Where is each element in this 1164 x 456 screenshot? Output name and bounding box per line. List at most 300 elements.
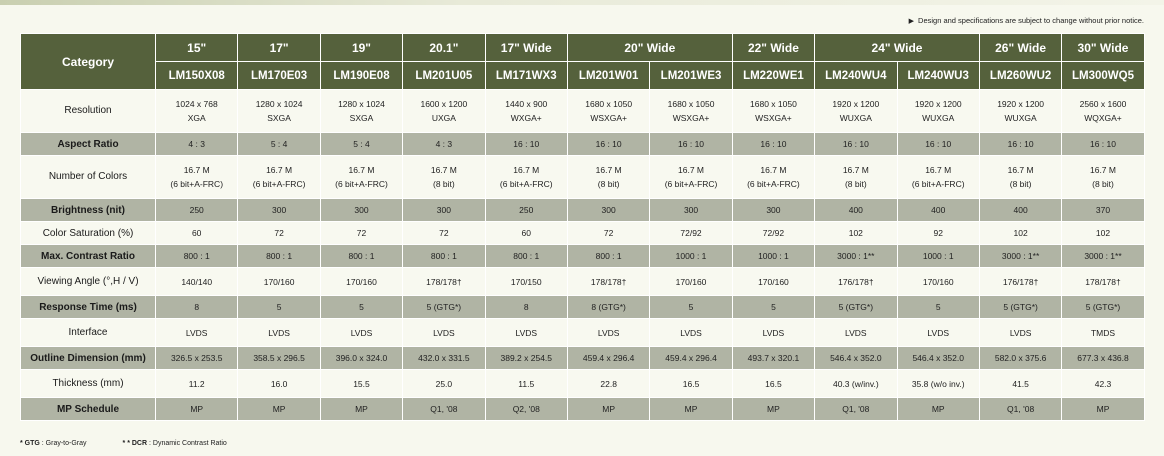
table-cell bbox=[485, 245, 567, 268]
cell-value: 170/150 bbox=[510, 276, 542, 287]
cell-value: (6 bit+A-FRC) bbox=[252, 179, 306, 189]
cell-value: 300 bbox=[271, 205, 287, 215]
table-cell bbox=[897, 199, 979, 222]
cell-value: 4 : 3 bbox=[435, 139, 453, 149]
table-cell bbox=[238, 222, 320, 245]
cell-value: WUXGA bbox=[1004, 113, 1037, 123]
table-cell bbox=[815, 319, 897, 347]
footnote-mark: * * DCR bbox=[122, 440, 148, 447]
cell-value: UXGA bbox=[431, 113, 456, 123]
table-cell bbox=[815, 398, 897, 421]
cell-value: 5 : 4 bbox=[353, 139, 370, 149]
table-cell bbox=[732, 245, 814, 268]
table-cell bbox=[238, 370, 320, 398]
table-cell bbox=[650, 370, 732, 398]
table-cell bbox=[485, 90, 567, 133]
table-cell bbox=[320, 245, 402, 268]
table-cell bbox=[815, 245, 897, 268]
table-cell bbox=[732, 133, 814, 156]
cell-value: LVDS bbox=[515, 327, 538, 338]
table-cell bbox=[650, 133, 732, 156]
cell-value: 300 bbox=[766, 205, 781, 215]
cell-value: 176/178† bbox=[1002, 276, 1039, 287]
cell-value: 1920 x 1200 bbox=[914, 99, 962, 109]
cell-value: 170/160 bbox=[675, 276, 707, 287]
table-cell bbox=[238, 268, 320, 296]
table-cell bbox=[156, 347, 238, 370]
table-cell bbox=[650, 268, 732, 296]
table-cell bbox=[567, 347, 649, 370]
cell-value: 3000 : 1** bbox=[1084, 251, 1122, 261]
cell-value: 178/178† bbox=[1085, 276, 1121, 287]
table-cell bbox=[156, 268, 238, 296]
cell-value: LVDS bbox=[1009, 327, 1032, 338]
cell-value: LVDS bbox=[433, 327, 455, 338]
table-cell bbox=[567, 268, 649, 296]
table-cell bbox=[238, 398, 320, 421]
row-label: MP Schedule bbox=[21, 398, 156, 421]
cell-value: 800 : 1 bbox=[430, 251, 457, 261]
table-cell bbox=[156, 199, 238, 222]
size-header: 17" Wide bbox=[485, 34, 567, 62]
cell-value: (8 bit) bbox=[597, 179, 620, 189]
cell-value: (6 bit+A-FRC) bbox=[170, 179, 224, 189]
cell-value: 8 bbox=[194, 302, 200, 312]
cell-value: 1680 x 1050 bbox=[585, 99, 633, 109]
table-cell bbox=[567, 296, 649, 319]
cell-value: 3000 : 1** bbox=[1001, 251, 1040, 261]
model-header: LM170E03 bbox=[238, 62, 320, 90]
table-cell bbox=[897, 319, 979, 347]
cell-value: 16 : 10 bbox=[513, 139, 540, 149]
table-cell bbox=[732, 156, 814, 199]
cell-value: 16.7 M bbox=[925, 165, 952, 175]
table-cell bbox=[238, 319, 320, 347]
cell-value: 1680 x 1050 bbox=[667, 99, 715, 109]
cell-value: 16.7 M bbox=[1089, 165, 1116, 175]
size-header: 26" Wide bbox=[979, 34, 1061, 62]
cell-value: 432.0 x 331.5 bbox=[418, 353, 470, 363]
table-cell bbox=[567, 199, 649, 222]
table-cell bbox=[567, 156, 649, 199]
table-cell bbox=[979, 347, 1061, 370]
table-cell bbox=[567, 319, 649, 347]
cell-value: 170/160 bbox=[758, 276, 789, 287]
table-cell bbox=[979, 90, 1061, 133]
table-row bbox=[21, 319, 1145, 347]
cell-value: 102 bbox=[1095, 228, 1111, 238]
table-cell bbox=[979, 268, 1061, 296]
table-cell bbox=[567, 398, 649, 421]
cell-value: 178/178† bbox=[426, 276, 462, 287]
table-cell bbox=[1062, 370, 1144, 398]
table-cell bbox=[979, 398, 1061, 421]
cell-value: 5 (GTG*) bbox=[426, 302, 462, 312]
table-cell bbox=[320, 156, 402, 199]
cell-value: 582.0 x 375.6 bbox=[994, 353, 1047, 363]
cell-value: 1000 : 1 bbox=[675, 251, 707, 261]
row-label: Interface bbox=[21, 319, 156, 347]
cell-value: 1000 : 1 bbox=[922, 251, 954, 261]
table-cell bbox=[156, 90, 238, 133]
model-header: LM240WU4 bbox=[815, 62, 897, 90]
notice-label: Design and specifications are subject to change without prior notice. bbox=[918, 16, 1144, 25]
model-header: LM201U05 bbox=[403, 62, 485, 90]
cell-value: 459.4 x 296.4 bbox=[582, 353, 635, 363]
cell-value: 16.7 M bbox=[513, 165, 540, 175]
row-label: Aspect Ratio bbox=[21, 133, 156, 156]
cell-value: WUXGA bbox=[839, 113, 872, 123]
cell-value: 1280 x 1024 bbox=[338, 99, 385, 109]
table-row bbox=[21, 133, 1145, 156]
cell-value: 396.0 x 324.0 bbox=[335, 353, 388, 363]
cell-value: 1680 x 1050 bbox=[750, 99, 797, 109]
table-cell bbox=[238, 90, 320, 133]
cell-value: WUXGA bbox=[922, 113, 955, 123]
table-cell bbox=[815, 347, 897, 370]
table-cell bbox=[650, 347, 732, 370]
cell-value: LVDS bbox=[185, 327, 208, 338]
cell-value: 178/178† bbox=[590, 276, 627, 287]
cell-value: LVDS bbox=[762, 327, 785, 338]
table-cell bbox=[320, 347, 402, 370]
cell-value: 546.4 x 352.0 bbox=[912, 353, 964, 363]
cell-value: MP bbox=[602, 404, 616, 414]
cell-value: 72 bbox=[439, 228, 449, 238]
table-cell bbox=[732, 398, 814, 421]
table-cell bbox=[156, 319, 238, 347]
model-header: LM240WU3 bbox=[897, 62, 979, 90]
table-cell bbox=[403, 199, 485, 222]
cell-value: Q1, '08 bbox=[1007, 404, 1035, 414]
cell-value: 300 bbox=[683, 205, 699, 215]
cell-value: 358.5 x 296.5 bbox=[253, 353, 305, 363]
top-decorative-strip bbox=[0, 0, 1164, 5]
table-cell bbox=[1062, 245, 1144, 268]
size-header-row bbox=[21, 34, 1145, 62]
table-row bbox=[21, 199, 1145, 222]
cell-value: 16 : 10 bbox=[925, 139, 952, 149]
cell-value: 400 bbox=[931, 205, 946, 215]
table-cell bbox=[979, 370, 1061, 398]
cell-value: 41.5 bbox=[1012, 378, 1029, 389]
cell-value: 140/140 bbox=[181, 276, 213, 287]
table-cell bbox=[897, 156, 979, 199]
cell-value: 11.2 bbox=[188, 378, 205, 389]
row-label: Viewing Angle (°,H / V) bbox=[21, 268, 156, 296]
cell-value: (6 bit+A-FRC) bbox=[747, 179, 800, 189]
table-cell bbox=[650, 156, 732, 199]
table-cell bbox=[485, 156, 567, 199]
table-row bbox=[21, 268, 1145, 296]
table-cell bbox=[156, 398, 238, 421]
table-cell bbox=[732, 347, 814, 370]
model-header: LM190E08 bbox=[320, 62, 402, 90]
cell-value: LVDS bbox=[680, 327, 702, 338]
notice-text bbox=[909, 16, 1144, 25]
table-cell bbox=[320, 370, 402, 398]
table-cell bbox=[1062, 268, 1144, 296]
cell-value: 16.7 M bbox=[678, 165, 705, 175]
table-cell bbox=[320, 398, 402, 421]
cell-value: Q2, '08 bbox=[512, 404, 540, 414]
cell-value: 16.0 bbox=[270, 378, 288, 389]
table-cell bbox=[156, 133, 238, 156]
table-cell bbox=[650, 90, 732, 133]
table-cell bbox=[1062, 347, 1144, 370]
table-cell bbox=[403, 222, 485, 245]
table-cell bbox=[1062, 398, 1144, 421]
spec-table bbox=[20, 33, 1145, 421]
table-cell bbox=[320, 133, 402, 156]
cell-value: 16.7 M bbox=[266, 165, 293, 175]
table-cell bbox=[1062, 319, 1144, 347]
table-cell bbox=[979, 133, 1061, 156]
table-cell bbox=[567, 133, 649, 156]
table-cell bbox=[403, 398, 485, 421]
table-cell bbox=[320, 222, 402, 245]
cell-value: 459.4 x 296.4 bbox=[665, 353, 717, 363]
table-cell bbox=[650, 398, 732, 421]
cell-value: (8 bit) bbox=[1092, 179, 1114, 189]
cell-value: MP bbox=[355, 404, 368, 414]
table-cell bbox=[815, 90, 897, 133]
table-cell bbox=[320, 90, 402, 133]
table-cell bbox=[403, 268, 485, 296]
table-cell bbox=[403, 296, 485, 319]
table-cell bbox=[897, 90, 979, 133]
model-header-row bbox=[21, 62, 1145, 90]
cell-value: 16.7 M bbox=[348, 165, 375, 175]
table-cell bbox=[403, 319, 485, 347]
table-row bbox=[21, 347, 1145, 370]
table-row bbox=[21, 398, 1145, 421]
table-body bbox=[21, 90, 1145, 421]
model-header: LM300WQ5 bbox=[1062, 62, 1144, 90]
cell-value: 16.7 M bbox=[430, 165, 457, 175]
table-cell bbox=[1062, 90, 1144, 133]
cell-value: MP bbox=[272, 404, 286, 414]
row-label: Brightness (nit) bbox=[21, 199, 156, 222]
table-cell bbox=[238, 245, 320, 268]
cell-value: 389.2 x 254.5 bbox=[500, 353, 553, 363]
cell-value: 2560 x 1600 bbox=[1079, 99, 1127, 109]
cell-value: 1920 x 1200 bbox=[997, 99, 1044, 109]
cell-value: 40.3 (w/inv.) bbox=[832, 378, 879, 389]
size-header: 30" Wide bbox=[1062, 34, 1144, 62]
cell-value: 800 : 1 bbox=[266, 251, 293, 261]
table-cell bbox=[979, 156, 1061, 199]
cell-value: 800 : 1 bbox=[183, 251, 210, 261]
cell-value: 72 bbox=[274, 228, 284, 238]
table-cell bbox=[485, 398, 567, 421]
footnote-text: : Dynamic Contrast Ratio bbox=[149, 440, 227, 447]
size-header: 22" Wide bbox=[732, 34, 814, 62]
cell-value: 16 : 10 bbox=[1007, 139, 1034, 149]
row-label: Resolution bbox=[21, 90, 156, 133]
cell-value: WQXGA+ bbox=[1084, 113, 1122, 123]
table-cell bbox=[156, 222, 238, 245]
cell-value: 72 bbox=[356, 228, 367, 238]
table-row bbox=[21, 222, 1145, 245]
cell-value: (8 bit) bbox=[433, 179, 455, 189]
footnotes bbox=[20, 440, 263, 447]
table-cell bbox=[403, 370, 485, 398]
table-cell bbox=[897, 370, 979, 398]
table-cell bbox=[979, 319, 1061, 347]
cell-value: 16.7 M bbox=[183, 165, 210, 175]
cell-value: 5 bbox=[688, 302, 694, 312]
cell-value: WSXGA+ bbox=[590, 113, 627, 123]
cell-value: 5 (GTG*) bbox=[1085, 302, 1121, 312]
cell-value: 1440 x 900 bbox=[505, 99, 548, 109]
cell-value: (6 bit+A-FRC) bbox=[499, 179, 553, 189]
table-cell bbox=[403, 347, 485, 370]
table-row bbox=[21, 156, 1145, 199]
row-label: Outline Dimension (mm) bbox=[21, 347, 156, 370]
table-row bbox=[21, 90, 1145, 133]
cell-value: 16.5 bbox=[682, 378, 700, 389]
table-cell bbox=[1062, 199, 1144, 222]
table-cell bbox=[485, 296, 567, 319]
cell-value: WSXGA+ bbox=[672, 113, 710, 123]
table-cell bbox=[897, 133, 979, 156]
category-header: Category bbox=[21, 34, 156, 90]
table-cell bbox=[815, 222, 897, 245]
cell-value: 5 (GTG*) bbox=[838, 302, 874, 312]
table-cell bbox=[650, 245, 732, 268]
footnote-text: : Gray-to-Gray bbox=[41, 440, 87, 447]
table-cell bbox=[979, 199, 1061, 222]
table-cell bbox=[815, 296, 897, 319]
table-row bbox=[21, 245, 1145, 268]
cell-value: 15.5 bbox=[353, 378, 370, 389]
model-header: LM171WX3 bbox=[485, 62, 567, 90]
table-cell bbox=[403, 133, 485, 156]
cell-value: 11.5 bbox=[518, 378, 535, 389]
table-cell bbox=[485, 347, 567, 370]
cell-value: WXGA+ bbox=[510, 113, 542, 123]
cell-value: 176/178† bbox=[838, 276, 874, 287]
footnote bbox=[20, 440, 105, 447]
cell-value: 1024 x 768 bbox=[175, 99, 218, 109]
size-header: 15" bbox=[156, 34, 238, 62]
cell-value: 16 : 10 bbox=[595, 139, 622, 149]
cell-value: 1280 x 1024 bbox=[255, 99, 303, 109]
cell-value: 16.7 M bbox=[1007, 165, 1034, 175]
table-cell bbox=[732, 199, 814, 222]
table-cell bbox=[156, 296, 238, 319]
cell-value: 60 bbox=[521, 228, 531, 238]
table-cell bbox=[732, 296, 814, 319]
table-cell bbox=[567, 90, 649, 133]
table-cell bbox=[897, 347, 979, 370]
table-cell bbox=[238, 296, 320, 319]
footnote bbox=[123, 440, 245, 447]
cell-value: 300 bbox=[601, 205, 616, 215]
cell-value: 170/160 bbox=[263, 276, 295, 287]
table-cell bbox=[732, 90, 814, 133]
cell-value: SXGA bbox=[267, 113, 291, 123]
cell-value: 35.8 (w/o inv.) bbox=[911, 378, 965, 389]
table-cell bbox=[320, 199, 402, 222]
cell-value: 170/160 bbox=[922, 276, 954, 287]
table-cell bbox=[238, 347, 320, 370]
cell-value: SXGA bbox=[349, 113, 374, 123]
cell-value: (8 bit) bbox=[844, 179, 867, 189]
table-cell bbox=[320, 319, 402, 347]
table-cell bbox=[238, 156, 320, 199]
cell-value: 250 bbox=[519, 205, 534, 215]
cell-value: 42.3 bbox=[1094, 378, 1112, 389]
cell-value: 22.8 bbox=[600, 378, 617, 389]
table-cell bbox=[403, 90, 485, 133]
table-cell bbox=[650, 319, 732, 347]
table-row bbox=[21, 296, 1145, 319]
table-cell bbox=[732, 319, 814, 347]
model-header: LM260WU2 bbox=[979, 62, 1061, 90]
size-header: 24" Wide bbox=[815, 34, 980, 62]
cell-value: MP bbox=[684, 404, 698, 414]
table-cell bbox=[650, 296, 732, 319]
table-cell bbox=[238, 199, 320, 222]
table-cell bbox=[897, 245, 979, 268]
row-label: Max. Contrast Ratio bbox=[21, 245, 156, 268]
cell-value: 16 : 10 bbox=[842, 139, 869, 149]
table-cell bbox=[1062, 133, 1144, 156]
table-cell bbox=[485, 199, 567, 222]
table-cell bbox=[897, 268, 979, 296]
table-cell bbox=[897, 296, 979, 319]
size-header: 20" Wide bbox=[567, 34, 732, 62]
cell-value: 5 bbox=[276, 302, 282, 312]
cell-value: 16 : 10 bbox=[760, 139, 787, 149]
table-cell bbox=[1062, 296, 1144, 319]
table-cell bbox=[403, 245, 485, 268]
table-cell bbox=[567, 245, 649, 268]
cell-value: 72 bbox=[603, 228, 614, 238]
cell-value: XGA bbox=[187, 113, 206, 123]
cell-value: 8 (GTG*) bbox=[591, 302, 626, 312]
cell-value: 72/92 bbox=[762, 228, 785, 238]
table-row bbox=[21, 370, 1145, 398]
cell-value: LVDS bbox=[268, 327, 290, 338]
table-cell bbox=[815, 199, 897, 222]
cell-value: 400 bbox=[1013, 205, 1028, 215]
cell-value: 16 : 10 bbox=[678, 139, 705, 149]
table-cell bbox=[1062, 222, 1144, 245]
cell-value: 300 bbox=[436, 205, 451, 215]
cell-value: 16.7 M bbox=[842, 165, 869, 175]
cell-value: MP bbox=[931, 404, 945, 414]
table-cell bbox=[979, 245, 1061, 268]
cell-value: 25.0 bbox=[435, 378, 453, 389]
cell-value: 370 bbox=[1095, 205, 1111, 215]
table-cell bbox=[156, 156, 238, 199]
table-cell bbox=[979, 222, 1061, 245]
footnote-mark: * GTG bbox=[20, 440, 40, 447]
table-cell bbox=[403, 156, 485, 199]
cell-value: 250 bbox=[189, 205, 204, 215]
cell-value: 72/92 bbox=[680, 228, 702, 238]
table-cell bbox=[897, 222, 979, 245]
cell-value: (6 bit+A-FRC) bbox=[664, 179, 718, 189]
table-cell bbox=[485, 222, 567, 245]
cell-value: 677.3 x 436.8 bbox=[1077, 353, 1129, 363]
model-header: LM220WE1 bbox=[732, 62, 814, 90]
cell-value: (6 bit+A-FRC) bbox=[911, 179, 965, 189]
model-header: LM201W01 bbox=[567, 62, 649, 90]
